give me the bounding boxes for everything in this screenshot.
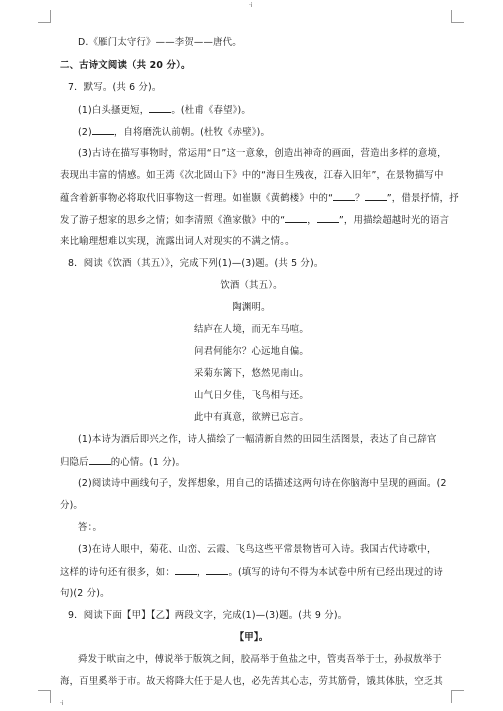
- q7-item-2: (2) ，自将磨洗认前朝。(杜牧《赤壁》)。: [78, 127, 271, 138]
- answer-blank: [175, 565, 197, 575]
- q7-item-3-line-4: 发了游子想家的思乡之情；如李清照《渔家傲》中的“ ， ”，用描绘超越时光的语言: [60, 215, 450, 226]
- q7-item-3-line-5: 来比喻理想难以实现，流露出词人对现实的不满之情。。: [60, 236, 295, 247]
- q8-item-3: (3)在诗人眼中，菊花、山峦、云霞、飞鸟这些平常景物皆可入诗。我国古代诗歌中，: [78, 544, 437, 555]
- q7-item-3-line-3: 蕴含着新事物必将取代旧事物这一哲理。如崔颢《黄鹤楼》中的“ ？ ”，借景抒情，抒: [60, 193, 459, 204]
- header-mark: ·i: [249, 2, 253, 9]
- answer-blank: [206, 565, 228, 575]
- q7-item-3-line-2: 表现出丰富的情感。如王湾《次北固山下》中的“海日生残夜，江春入旧年”，在景物描写中: [60, 170, 444, 181]
- poem-author: 陶渊明。: [232, 302, 271, 313]
- answer-blank: [92, 125, 114, 135]
- answer-blank: [365, 191, 387, 201]
- poem-title: 饮酒（其五）。: [220, 280, 283, 291]
- answer-blank: [317, 213, 339, 223]
- question-9-title: 9．阅读下面【甲】【乙】两段文字，完成(1)—(3)题。(共 9 分)。: [68, 610, 348, 621]
- q7-item-3: (3)古诗在描写事物时，常运用“日”这一意象，创造出神奇的画面，营造出多样的意境，: [78, 148, 447, 159]
- answer-blank: [333, 191, 355, 201]
- q8-item-2-line-2: 分)。: [60, 500, 84, 511]
- crop-mark-top-left: [38, 10, 51, 23]
- poem-line-3: 采菊东篱下，悠然见南山。: [194, 368, 309, 379]
- poem-line-4: 山气日夕佳，飞鸟相与还。: [194, 390, 309, 401]
- poem-line-5: 此中有真意，欲辨已忘言。: [194, 412, 309, 423]
- passage-jia-heading: 【甲】。: [234, 632, 269, 643]
- answer-blank: [149, 103, 171, 113]
- poem-line-1: 结庐在人境，而无车马喧。: [194, 324, 309, 335]
- crop-mark-bottom-left: [38, 690, 51, 703]
- poem-line-2: 问君何能尔？心远地自偏。: [194, 346, 309, 357]
- question-7-title: 7．默写。(共 6 分)。: [68, 82, 162, 93]
- q8-item-1: (1)本诗为酒后即兴之作，诗人描绘了一幅清新自然的田园生活图景，表达了自己辞官: [78, 434, 437, 445]
- q8-answer-label: 答：。: [78, 522, 103, 533]
- question-8-title: 8．阅读《饮酒（其五）》，完成下列(1)—(3)题。(共 5 分)。: [68, 258, 324, 269]
- crop-mark-top-right: [451, 10, 464, 23]
- q8-item-2: (2)阅读诗中画线句子，发挥想象，用自己的话描述这两句诗在你脑海中呈现的画面。(2: [78, 478, 447, 489]
- option-d: D.《雁门太守行》——李贺——唐代。: [78, 37, 242, 48]
- q8-item-1-line-2: 归隐后 的心情。(1 分)。: [60, 457, 186, 468]
- passage-jia-line-1: 舜发于畎亩之中，傅说举于版筑之间，胶鬲举于鱼盐之中，管夷吾举于士，孙叔敖举于: [78, 654, 442, 665]
- q8-item-3-line-2: 这样的诗句还有很多，如： ， 。(填写的诗句不得为本试卷中所有已经出现过的诗: [60, 567, 443, 578]
- answer-blank: [89, 455, 111, 465]
- q8-item-3-line-3: 句)(2 分)。: [60, 588, 110, 599]
- footer-mark: ·i: [60, 700, 64, 707]
- section-heading: 二、古诗文阅读（共 20 分）。: [60, 60, 191, 71]
- crop-mark-bottom-right: [451, 690, 464, 703]
- passage-jia-line-2: 海，百里奚举于市。故天将降大任于是人也，必先苦其心志，劳其筋骨，饿其体肤，空乏其: [60, 676, 444, 687]
- answer-blank: [285, 213, 307, 223]
- q7-item-1: (1)白头搔更短， 。(杜甫《春望》)。: [78, 105, 251, 116]
